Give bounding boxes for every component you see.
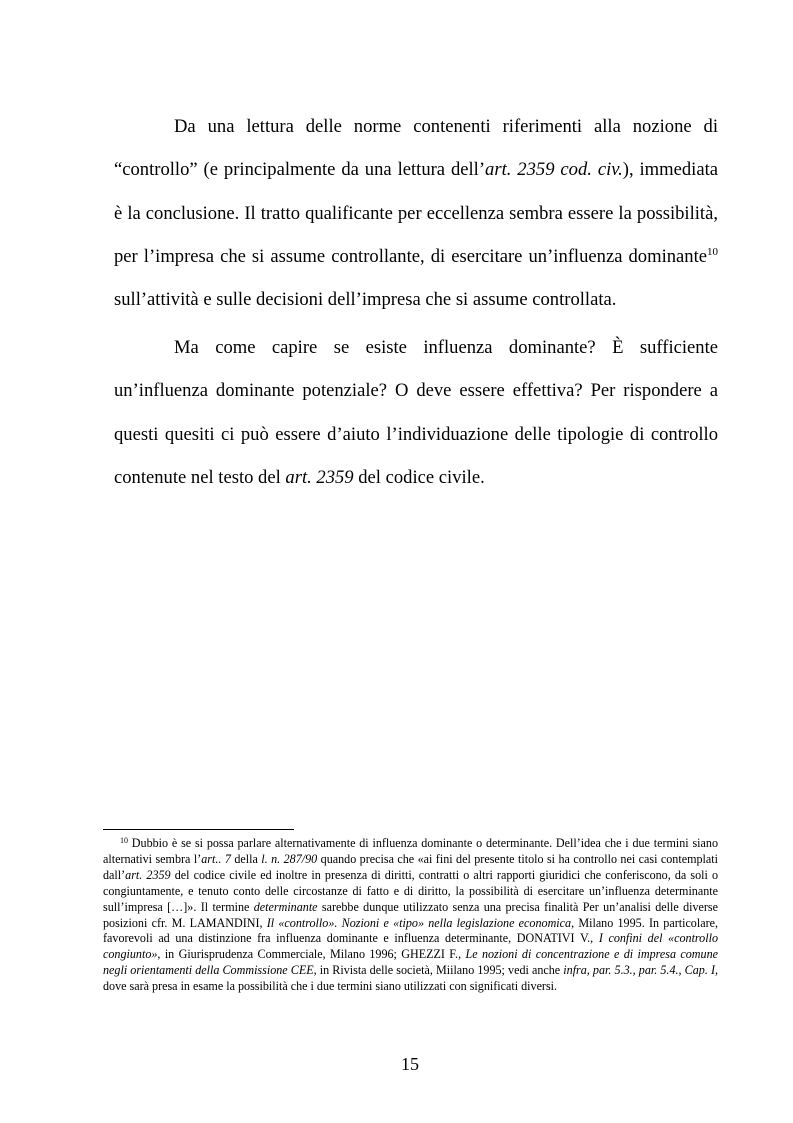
footnote-citation: I confini del «controllo congiunto» (103, 931, 718, 962)
footnote-text: sarebbe dunque utilizzato senza una precisa finalità Per un’analisi delle diverse posizioni cfr. M. LAMANDINI, (103, 899, 718, 930)
footnote-citation: Il «controllo». Nozioni e «tipo» nella legislazione economica (266, 915, 572, 930)
footnote-10 (103, 836, 718, 995)
footnote-text: , in Rivista delle società, Miilano 1995; vedi anche (313, 963, 564, 978)
body-paragraph-2 (114, 326, 718, 499)
footnote-text: del codice civile ed inoltre in presenza di diritti, contratti o altri rapporti giuridici che conferiscono, da soli o congiuntamente, e tenuto conto delle circostanze di fatto e di diritto, la possibilità di esercitare un’influenza determinante sull’impresa […]». Il termine (103, 867, 718, 914)
footnote-text: dove sarà presa in esame la possibilità che i due termini siano utilizzati con significati diversi. (103, 979, 558, 994)
footnote-text: Dubbio è se si possa parlare alternativamente di influenza dominante o determinante. Dell’idea che i due termini siano alternativi sembra l’ (103, 836, 718, 866)
footnote-citation: determinante (253, 899, 318, 914)
paragraph-text: del codice civile. (353, 466, 485, 488)
statute-reference: art. 2359 (285, 466, 354, 488)
footnote-citation: infra, par. 5.3., par. 5.4., Cap. I, (563, 963, 719, 978)
paragraph-text: Ma come capire se esiste influenza dominante? È sufficiente un’influenza dominante potenziale? O deve essere effettiva? Per rispondere a questi quesiti ci può essere d’aiuto l’individuazione delle tipologie di controllo contenute nel testo del (114, 337, 718, 488)
footnote-reference: 10 (707, 245, 718, 258)
footnote-citation: art. 2359 (125, 867, 171, 882)
footnote-separator (103, 829, 294, 830)
footnote-number: 10 (120, 836, 128, 845)
footnote-text: quando precisa che «ai fini del presente titolo si ha controllo nei casi contemplati dall’ (103, 851, 718, 882)
footnote-citation: art.. 7 (201, 851, 231, 866)
footnote-citation: Le nozioni di concentrazione e di impresa comune negli orientamenti della Commissione CEE (103, 947, 718, 978)
footnote-citation: l. n. 287/90 (261, 851, 318, 866)
body-paragraph-1 (114, 105, 718, 321)
footnote-text: , in Giurisprudenza Commerciale, Milano 1996; GHEZZI F., (157, 947, 466, 962)
paragraph-text: ), immediata è la conclusione. Il tratto qualificante per eccellenza sembra essere la possibilità, per l’impresa che si assume controllante, di esercitare un’influenza dominante (114, 159, 718, 267)
paragraph-text: sull’attività e sulle decisioni dell’impresa che si assume controllata. (114, 289, 617, 311)
statute-reference: art. 2359 cod. civ. (485, 159, 623, 181)
footnote-text: della (230, 851, 262, 866)
paragraph-text: Da una lettura delle norme contenenti riferimenti alla nozione di “controllo” (e principalmente da una lettura dell’ (114, 116, 718, 181)
footnote-text: , Milano 1995. In particolare, favorevoli ad una distinzione fra influenza dominante e influenza determinante, DONATIVI V., (103, 915, 719, 946)
page-number: 15 (401, 1054, 419, 1074)
